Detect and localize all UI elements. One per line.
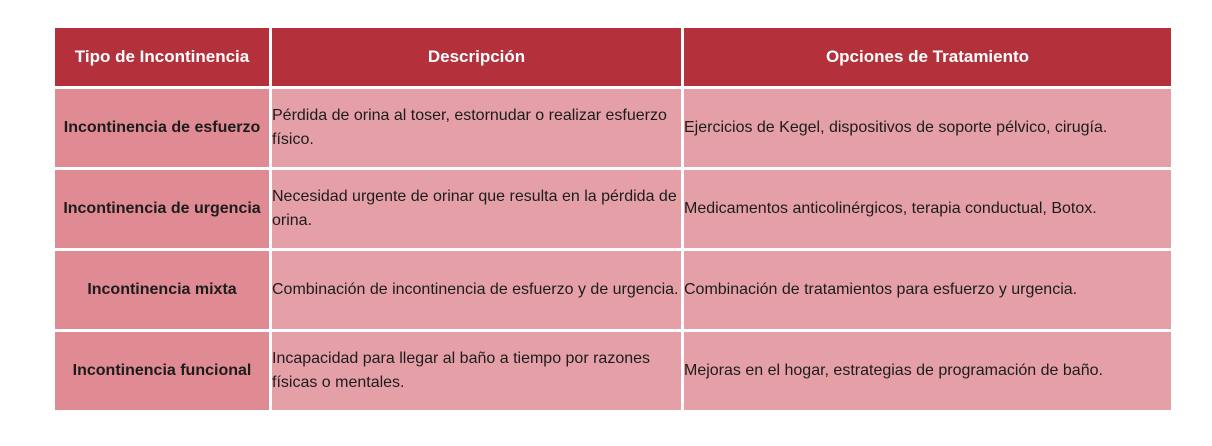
table-row xyxy=(55,251,1171,329)
cell-treatment: Mejoras en el hogar, estrategias de programación de baño. xyxy=(684,332,1171,410)
cell-type: Incontinencia de esfuerzo xyxy=(55,89,269,167)
table-row xyxy=(55,89,1171,167)
column-header-description: Descripción xyxy=(272,28,681,86)
column-header-treatment: Opciones de Tratamiento xyxy=(684,28,1171,86)
cell-description: Combinación de incontinencia de esfuerzo y de urgencia. xyxy=(272,251,681,329)
incontinence-table-container xyxy=(52,25,1162,413)
cell-type: Incontinencia de urgencia xyxy=(55,170,269,248)
cell-type: Incontinencia mixta xyxy=(55,251,269,329)
cell-type: Incontinencia funcional xyxy=(55,332,269,410)
cell-description: Necesidad urgente de orinar que resulta en la pérdida de orina. xyxy=(272,170,681,248)
cell-description: Pérdida de orina al toser, estornudar o realizar esfuerzo físico. xyxy=(272,89,681,167)
cell-treatment: Combinación de tratamientos para esfuerzo y urgencia. xyxy=(684,251,1171,329)
cell-description: Incapacidad para llegar al baño a tiempo por razones físicas o mentales. xyxy=(272,332,681,410)
cell-treatment: Ejercicios de Kegel, dispositivos de soporte pélvico, cirugía. xyxy=(684,89,1171,167)
incontinence-table xyxy=(52,25,1174,413)
table-body xyxy=(55,89,1171,410)
cell-treatment: Medicamentos anticolinérgicos, terapia conductual, Botox. xyxy=(684,170,1171,248)
table-header xyxy=(55,28,1171,86)
table-row xyxy=(55,170,1171,248)
column-header-type: Tipo de Incontinencia xyxy=(55,28,269,86)
table-row xyxy=(55,332,1171,410)
table-header-row xyxy=(55,28,1171,86)
